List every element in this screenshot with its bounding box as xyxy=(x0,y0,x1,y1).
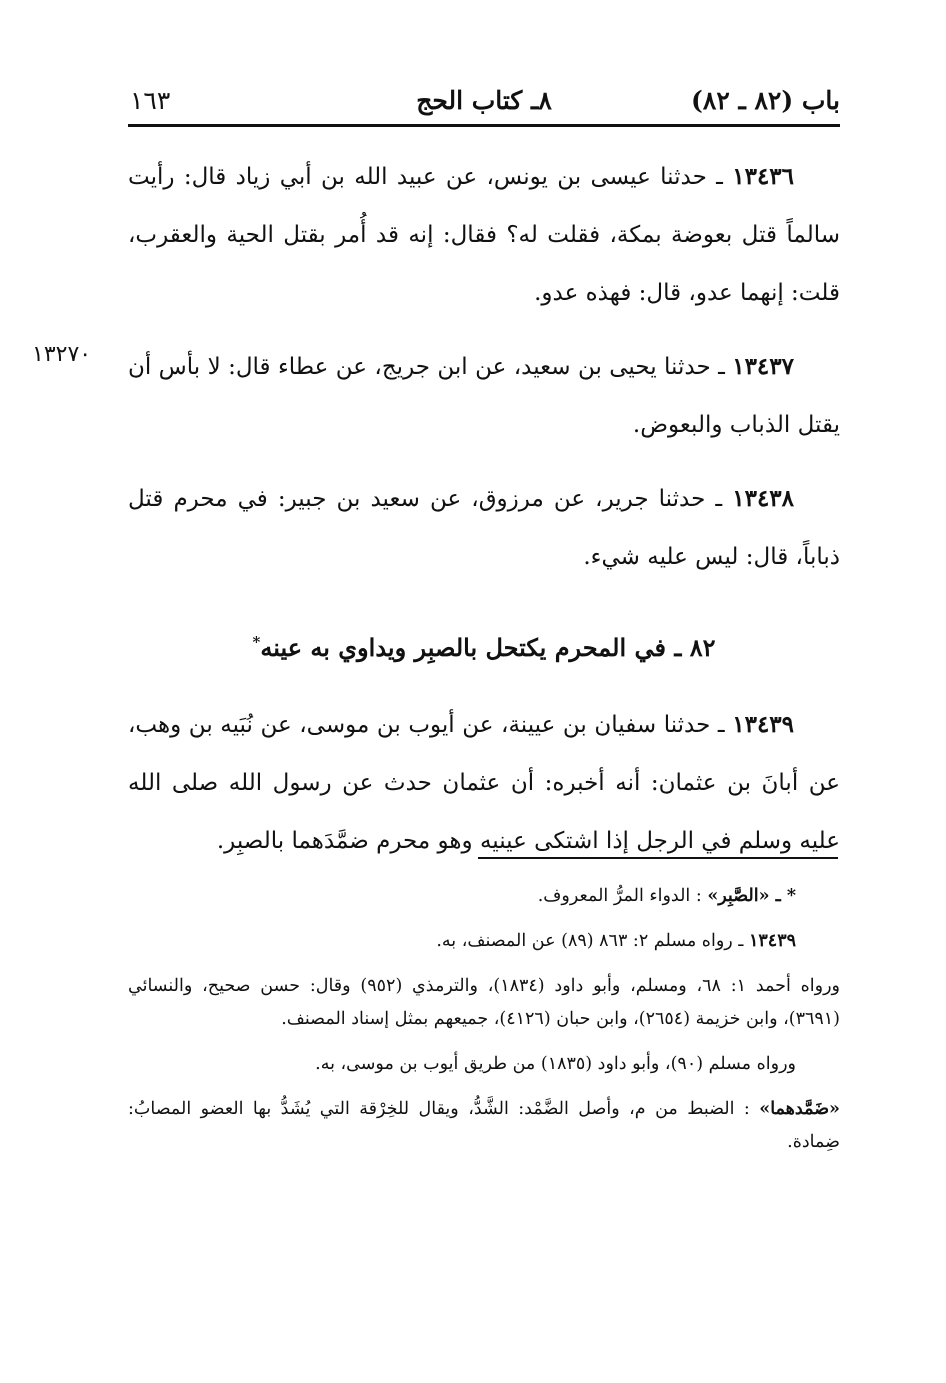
footnote-label: * ـ «الصَّبِر» xyxy=(707,886,796,906)
hadith-number: ١٣٤٣٦ xyxy=(732,163,795,190)
hadith-number: ١٣٤٣٧ xyxy=(732,353,794,380)
hadith-entry xyxy=(128,338,840,454)
page-number: ١٦٣ xyxy=(130,86,171,115)
footnote-reference: ورواه أحمد ١: ٦٨، ومسلم، وأبو داود (١٨٣٤)، والترمذي (٩٥٢) وقال: حسن صحيح، والنسائي (٣٦٩١)، وابن خزيمة (٢٦٥٤)، وابن حبان (٤١٢٦)، جميعهم بمثل إسناد المصنف. xyxy=(128,976,840,1029)
main-text xyxy=(128,148,840,886)
hadith-text: ـ حدثنا عيسى بن يونس، عن عبيد الله بن أبي زياد قال: رأيت سالماً قتل بعوضة بمكة، فقلت له؟ فقال: إنه قد أُمر بقتل الحية والعقرب، قلت: إنهما عدو، قال: فهذه عدو. xyxy=(128,164,840,306)
book-title: ٨ـ كتاب الحج xyxy=(416,86,552,115)
hadith-number: ١٣٤٣٨ xyxy=(732,485,795,512)
footnote-gloss xyxy=(128,1093,840,1159)
margin-reference-number: ١٣٢٧٠ xyxy=(32,342,92,367)
footnotes xyxy=(128,880,840,1171)
footnote-label: ١٣٤٣٩ xyxy=(749,931,796,951)
running-header xyxy=(128,80,840,128)
footnote-marker: * xyxy=(252,633,261,651)
footnote-reference: ورواه مسلم (٩٠)، وأبو داود (١٨٣٥) من طريق أيوب بن موسى، به. xyxy=(315,1054,796,1074)
chapter-heading-text: ٨٢ ـ في المحرم يكتحل بالصبِر ويداوي به عينه xyxy=(260,633,716,662)
footnote-label: «ضَمَّدهما» xyxy=(759,1099,840,1119)
footnote-divider xyxy=(478,857,838,859)
header-divider xyxy=(128,124,840,127)
footnote-star xyxy=(128,880,840,913)
chapter-heading xyxy=(128,620,840,670)
chapter-range: باب (٨٢ ـ ٨٢) xyxy=(691,86,840,115)
hadith-number: ١٣٤٣٩ xyxy=(732,711,795,738)
hadith-text: ـ حدثنا يحيى بن سعيد، عن ابن جريج، عن عطاء قال: لا بأس أن يقتل الذباب والبعوض. xyxy=(128,354,840,438)
hadith-entry xyxy=(128,148,840,322)
footnote-text: ـ رواه مسلم ٢: ٨٦٣ (٨٩) عن المصنف، به. xyxy=(436,931,744,951)
hadith-entry xyxy=(128,470,840,586)
footnote-reference xyxy=(128,925,840,958)
footnote-text: : الدواء المرُّ المعروف. xyxy=(537,886,702,906)
hadith-text: ـ حدثنا جرير، عن مرزوق، عن سعيد بن جبير: في محرم قتل ذباباً، قال: ليس عليه شيء. xyxy=(128,486,840,570)
footnote-text: : الضبط من م، وأصل الضَّمْد: الشَّدُّ، ويقال للخِرْقة التي يُشَدُّ بها العضو المصابُ: ضِمادة. xyxy=(128,1099,840,1152)
hadith-text: ـ حدثنا سفيان بن عيينة، عن أيوب بن موسى، عن نُبَيه بن وهب، عن أبانَ بن عثمان: أنه أخبره: أن عثمان حدث عن رسول الله صلى الله عليه وسلم في الرجل إذا اشتكى عينيه وهو محرم ضمَّدَهما بالصبِر. xyxy=(128,712,840,854)
hadith-entry xyxy=(128,696,840,870)
